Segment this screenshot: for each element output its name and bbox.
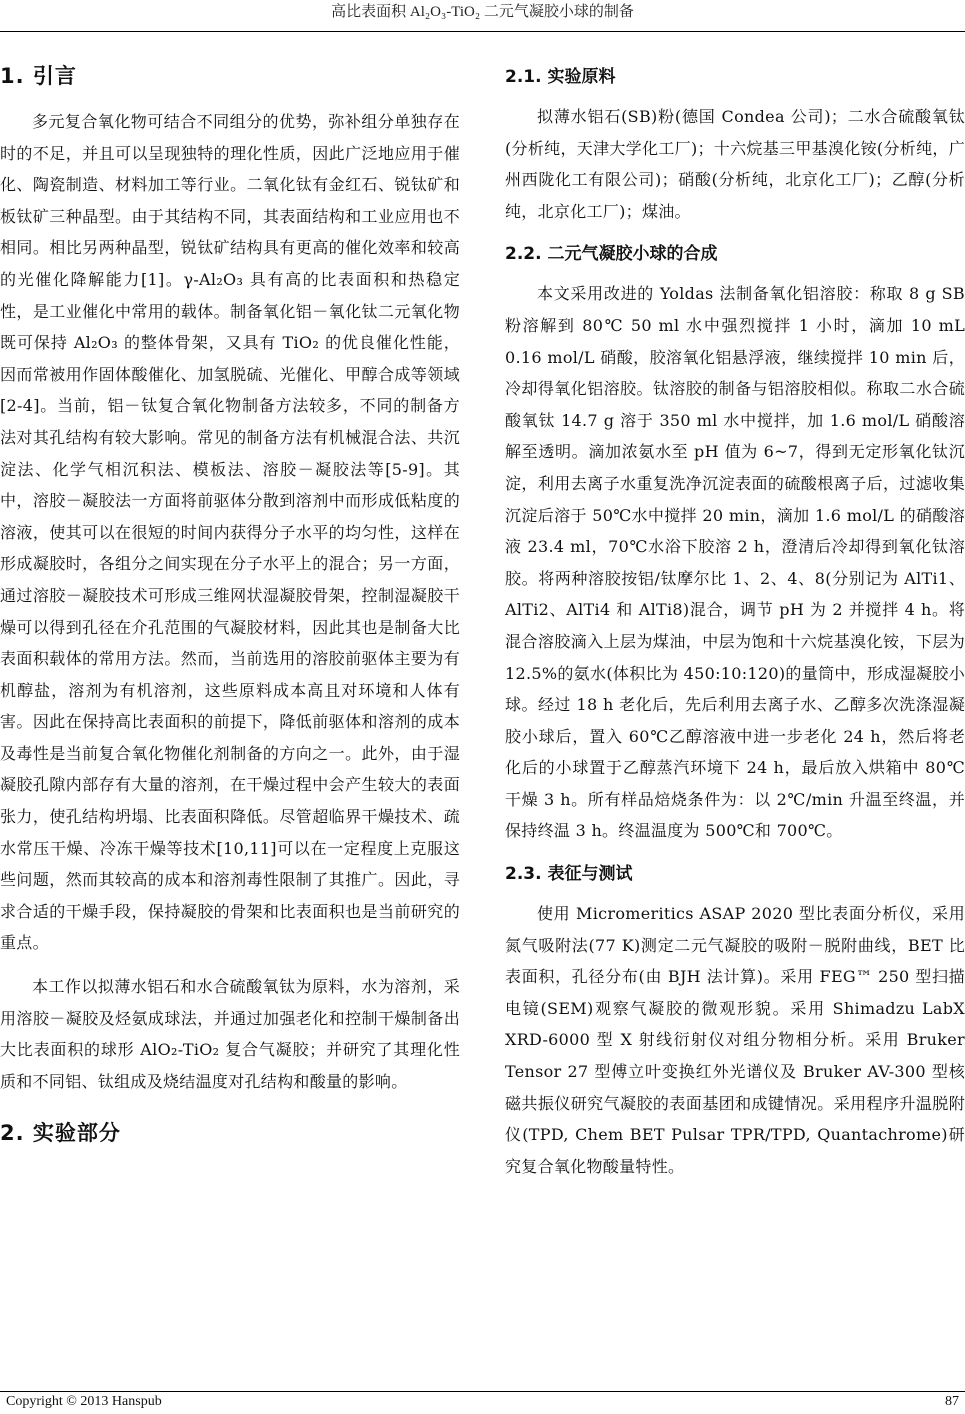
section-1-heading: 1. 引言 [0,64,77,88]
materials-paragraph: 拟薄水铝石(SB)粉(德国 Condea 公司)；二水合硫酸氧钛(分析纯，天津大学化工厂)；十六烷基三甲基溴化铵(分析纯，广州西陇化工有限公司)；硝酸(分析纯，北京化工厂)；乙醇(分析纯，北京化工厂)；煤油。 [505,107,965,221]
section-2-1-heading: 2.1. 实验原料 [505,67,616,87]
header-divider [0,31,965,32]
right-column [505,48,965,1194]
footer-divider [0,1391,965,1392]
running-header: 高比表面积 Al₂O₃-TiO₂ 二元气凝胶小球的制备 [331,4,634,20]
section-2-2-heading: 2.2. 二元气凝胶小球的合成 [505,244,718,265]
left-column [0,48,460,1163]
section-2-heading: 2. 实验部分 [0,1121,121,1146]
synthesis-paragraph: 本文采用改进的 Yoldas 法制备氧化铝溶胶：称取 8 g SB 粉溶解到 80℃ 50 ml 水中强烈搅拌 1 小时，滴加 10 mL 0.16 mol/L 硝酸，胶溶氧化铝悬浮液，继续搅拌 10 min 后，冷却得氧化铝溶胶。钛溶胶的制备与铝溶胶相似。称取二水合硫酸氧钛 14.7 g 溶于 350 ml 水中搅拌，加 1.6 mol/L 硝酸溶解至透明。滴加浓氨水至 pH 值为 6~7，得到无定形氧化钛沉淀，利用去离子水重复洗净沉淀表面的硫酸根离子后，过滤收集沉淀后溶于 50℃水中搅拌 20 min，滴加 1.6 mol/L 的硝酸溶液 23.4 ml，70℃水浴下胶溶 2 h，澄清后冷却得到氧化钛溶胶。将两种溶胶按铝/钛摩尔比 1、2、4、8(分别记为 AlTi1、AlTi2、AlTi4 和 AlTi8)混合，调节 pH 为 2 并搅拌 4 h。将混合溶胶滴入上层为煤油，中层为饱和十六烷基溴化铵，下层为 12.5%的氨水(体积比为 450:10:120)的量筒中，形成湿凝胶小球。经过 18 h 老化后，先后利用去离子水、乙醇多次洗涤湿凝胶小球后，置入 60℃乙醇溶液中进一步老化 24 h，然后将老化后的小球置于乙醇蒸汽环境下 24 h，最后放入烘箱中 80℃干燥 3 h。所有样品焙烧条件为：以 2℃/min 升温至终温，并保持终温 3 h。终温温度为 500℃和 700℃。 [505,284,965,841]
characterization-paragraph: 使用 Micromeritics ASAP 2020 型比表面分析仪，采用氮气吸附法(77 K)测定二元气凝胶的吸附－脱附曲线，BET 比表面积，孔径分布(由 BJH 法计算)。采用 FEG™ 250 型扫描电镜(SEM)观察气凝胶的微观形貌。采用 Shimadzu LabX XRD-6000 型 X 射线衍射仪对组分物相分析。采用 Bruker Tensor 27 型傅立叶变换红外光谱仪及 Bruker AV-300 型核磁共振仪研究气凝胶的表面基团和成键情况。采用程序升温脱附仪(TPD, Chem BET Pulsar TPR/TPD, Quantachrome)研究复合氧化物酸量特性。 [505,904,965,1176]
page-number: 87 [945,1394,959,1409]
intro-paragraph-2: 本工作以拟薄水铝石和水合硫酸氧钛为原料，水为溶剂，采用溶胶－凝胶及烃氨成球法，并通过加强老化和控制干燥制备出大比表面积的球形 AlO₂-TiO₂ 复合气凝胶；并研究了其理化性质和不同铝、钛组成及烧结温度对孔结构和酸量的影响。 [0,977,460,1091]
intro-paragraph-1: 多元复合氧化物可结合不同组分的优势，弥补组分单独存在时的不足，并且可以呈现独特的理化性质，因此广泛地应用于催化、陶瓷制造、材料加工等行业。二氧化钛有金红石、锐钛矿和板钛矿三种晶型。由于其结构不同，其表面结构和工业应用也不相同。相比另两种晶型，锐钛矿结构具有更高的催化效率和较高的光催化降解能力[1]。γ-Al₂O₃ 具有高的比表面积和热稳定性，是工业催化中常用的载体。制备氧化铝－氧化钛二元氧化物既可保持 Al₂O₃ 的整体骨架，又具有 TiO₂ 的优良催化性能，因而常被用作固体酸催化、加氢脱硫、光催化、甲醇合成等领域[2-4]。当前，铝－钛复合氧化物制备方法较多，不同的制备方法对其孔结构有较大影响。常见的制备方法有机械混合法、共沉淀法、化学气相沉积法、模板法、溶胶－凝胶法等[5-9]。其中，溶胶－凝胶法一方面将前驱体分散到溶剂中而形成低粘度的溶液，使其可以在很短的时间内获得分子水平的均匀性，这样在形成凝胶时，各组分之间实现在分子水平上的混合；另一方面，通过溶胶－凝胶技术可形成三维网状湿凝胶骨架，控制湿凝胶干燥可以得到孔径在介孔范围的气凝胶材料，因此其也是制备大比表面积载体的常用方法。然而，当前选用的溶胶前驱体主要为有机醇盐，溶剂为有机溶剂，这些原料成本高且对环境和人体有害。因此在保持高比表面积的前提下，降低前驱体和溶剂的成本及毒性是当前复合氧化物催化剂制备的方向之一。此外，由于湿凝胶孔隙内部存有大量的溶剂，在干燥过程中会产生较大的表面张力，使孔结构坍塌、比表面积降低。尽管超临界干燥技术、疏水常压干燥、冷冻干燥等技术[10,11]可以在一定程度上克服这些问题，然而其较高的成本和溶剂毒性限制了其推广。因此，寻求合适的干燥手段，保持凝胶的骨架和比表面积也是当前研究的重点。 [0,112,460,953]
section-2-3-heading: 2.3. 表征与测试 [505,864,633,885]
copyright-notice: Copyright © 2013 Hanspub [6,1394,162,1409]
